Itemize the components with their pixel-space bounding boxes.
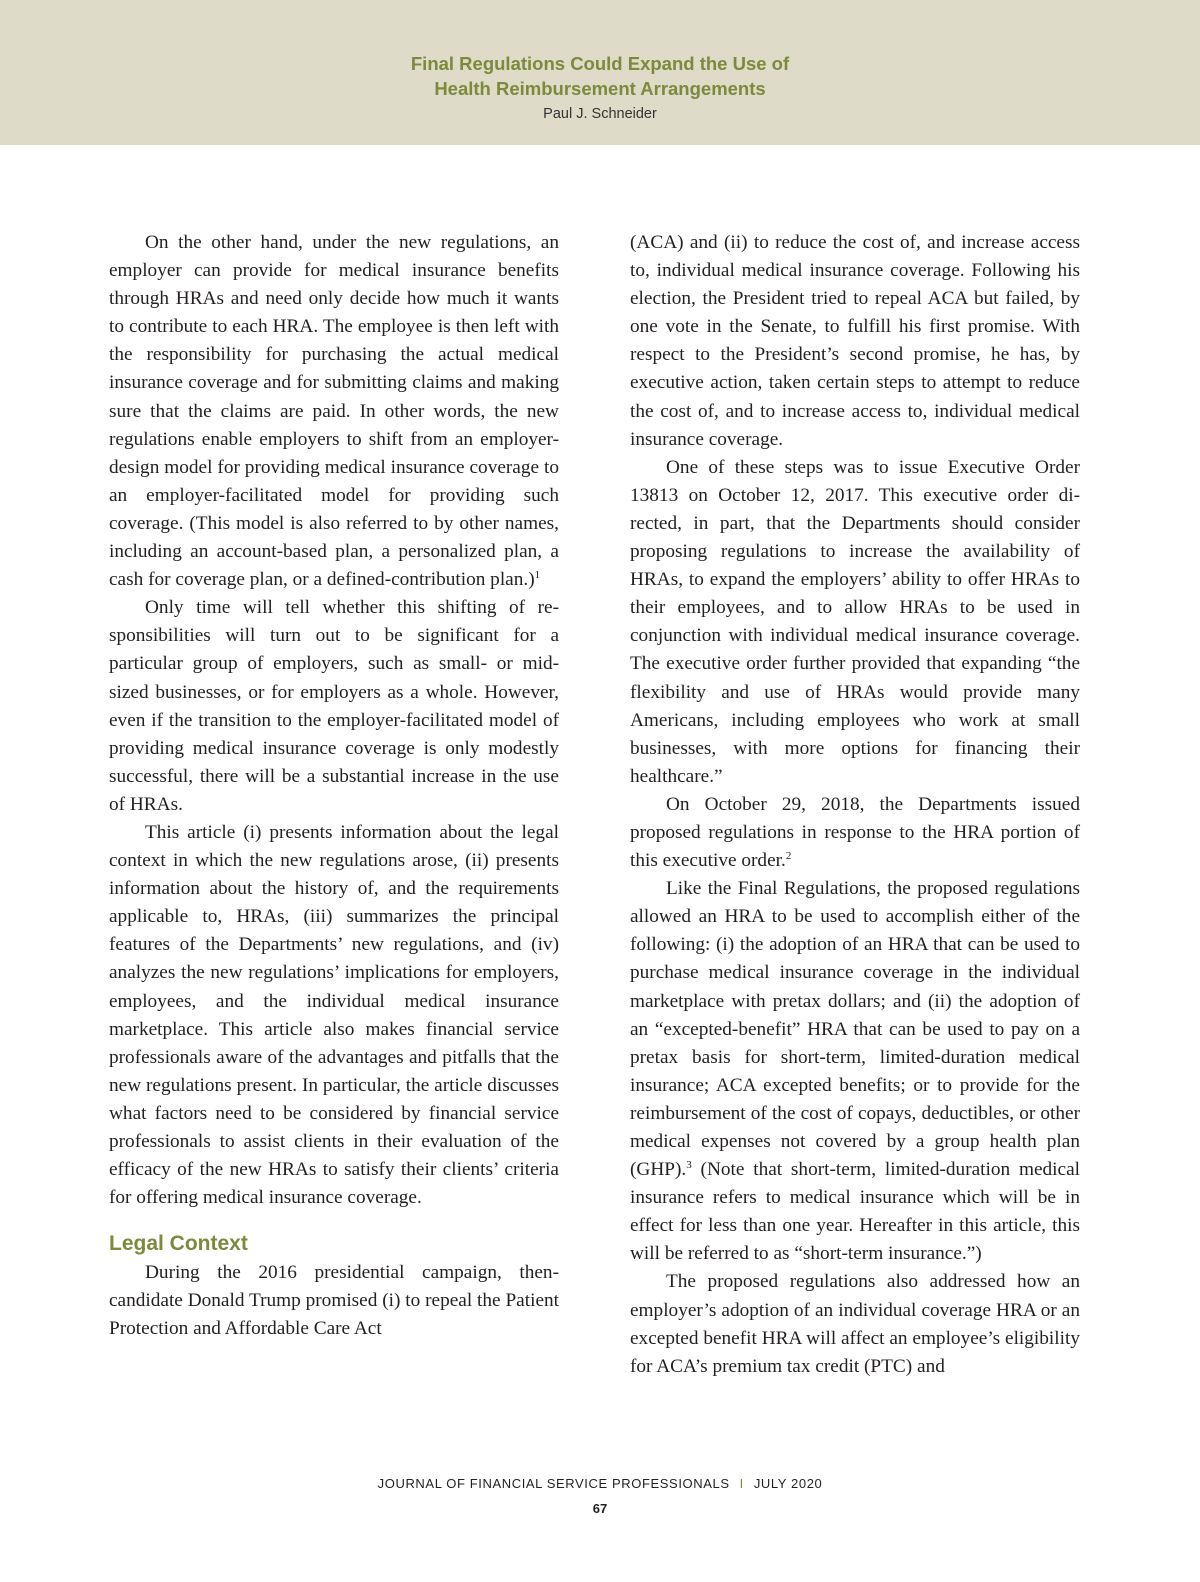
article-title xyxy=(0,0,1200,101)
paragraph: Only time will tell whether this shifting of responsibilities will turn out to be significant for a particular group of employers, such as small- or mid-sized businesses, or for employers as a whole. However, even if the transition to the employer-facilitated model of providing medical insurance coverage is only modestly successful, there will be a substantial increase in the use of HRAs. xyxy=(109,597,559,815)
paragraph-text: On the other hand, under the new regulations, an employer can provide for medical insurance benefits through HRAs and need only decide how much it wants to contribute to each HRA. The employee is then left with the responsibility for purchasing the actual medical insurance coverage and for submitting claims and making sure that the claims are paid. In other words, the new regulations enable employers to shift from an employer-design model for providing medical insurance coverage to an employer-facilitated model for providing such coverage. (This model is also referred to by other names, including an account-based plan, a personalized plan, a cash for coverage plan, or a defined-contribution plan.) xyxy=(109,232,559,591)
journal-name: JOURNAL OF FINANCIAL SERVICE PROFESSIONALS xyxy=(377,1476,730,1491)
section-heading: Legal Context xyxy=(109,1232,248,1256)
article-author: Paul J. Schneider xyxy=(543,106,657,122)
page-footer xyxy=(0,1476,1200,1491)
left-column xyxy=(109,229,559,1344)
paragraph-text: Like the Final Regulations, the proposed regulations allowed an HRA to be used to accomplish either of the following: (i) the adoption of an HRA that can be used to purchase medical insurance coverage in the individual marketplace with pretax dollars; and (ii) the adoption of an “excepted-benefit” HRA that can be used to pay on a pretax basis for short-term, limited-duration medical insurance; ACA excepted benefits; or to provide for the reimbursement of the cost of copays, deductibles, or other medical expenses not covered by a group health plan (GHP). xyxy=(630,878,1080,1181)
paragraph: During the 2016 presidential campaign, then-candidate Donald Trump promised (i) to repeal the Patient Protection and Affordable Care Act xyxy=(109,1262,559,1340)
footnote-marker: 1 xyxy=(534,569,541,582)
paragraph-text: (Note that short-term, limited-duration medical insurance refers to medical insurance which will be in effect for less than one year. Hereafter in this article, this will be referred to as “short-term insurance.”) xyxy=(630,1159,1080,1265)
right-column xyxy=(630,229,1080,1381)
page-number: 67 xyxy=(592,1501,608,1516)
article-title-line-2: Health Reimbursement Arrangements xyxy=(434,78,766,99)
paragraph xyxy=(109,229,559,594)
paragraph: This article (i) presents information about the legal context in which the new regulations arose, (ii) presents information about the history of, and the requirements applicable to, HRAs, (iii) summarizes the principal features of the Departments’ new regulations, and (iv) analyzes the new regulations’ implications for employers, employees, and the individual medical insurance marketplace. This article also makes financial service professionals aware of the advantages and pitfalls that the new regulations present. In particular, the article discusses what factors need to be considered by financial service professionals to assist clients in their evaluation of the efficacy of the new HRAs to satisfy their clients’ criteria for offering medical insurance coverage. xyxy=(109,821,559,1209)
footnote-marker: 2 xyxy=(785,850,792,863)
article-title-line-1: Final Regulations Could Expand the Use of xyxy=(410,53,790,74)
issue-date: JULY 2020 xyxy=(753,1476,823,1491)
paragraph: (ACA) and (ii) to reduce the cost of, and increase access to, individual medical insurance coverage. Following his election, the President tried to repeal ACA but failed, by one vote in the Senate, to fulfill his first promise. With respect to the President’s second promise, he has, by executive action, taken certain steps to attempt to reduce the cost of, and to increase access to, individual medical insurance coverage. xyxy=(630,232,1080,450)
paragraph: One of these steps was to issue Executive Order 13813 on October 12, 2017. This executive order directed, in part, that the Departments should consider proposing regulations to increase the availability of HRAs, to expand the employers’ ability to offer HRAs to their employees, and to allow HRAs to be used in conjunction with individual medical insurance coverage. The executive order further provided that expanding “the flexibility and use of HRAs would provide many Americans, including employees who work at small businesses, with more options for financing their healthcare.” xyxy=(630,456,1080,787)
footnote-marker: 3 xyxy=(686,1159,692,1172)
paragraph xyxy=(630,875,1080,1268)
footer-separator: I xyxy=(739,1476,744,1491)
paragraph-text: On October 29, 2018, the Departments issued proposed regulations in response to the HRA portion of this executive order. xyxy=(630,793,1080,872)
paragraph xyxy=(630,791,1080,875)
article-header-banner xyxy=(0,0,1200,145)
paragraph: The proposed regulations also addressed how an employer’s adoption of an individual coverage HRA or an excepted benefit HRA will affect an employee’s eligibility for ACA’s premium tax credit (PTC) and xyxy=(630,1271,1080,1377)
